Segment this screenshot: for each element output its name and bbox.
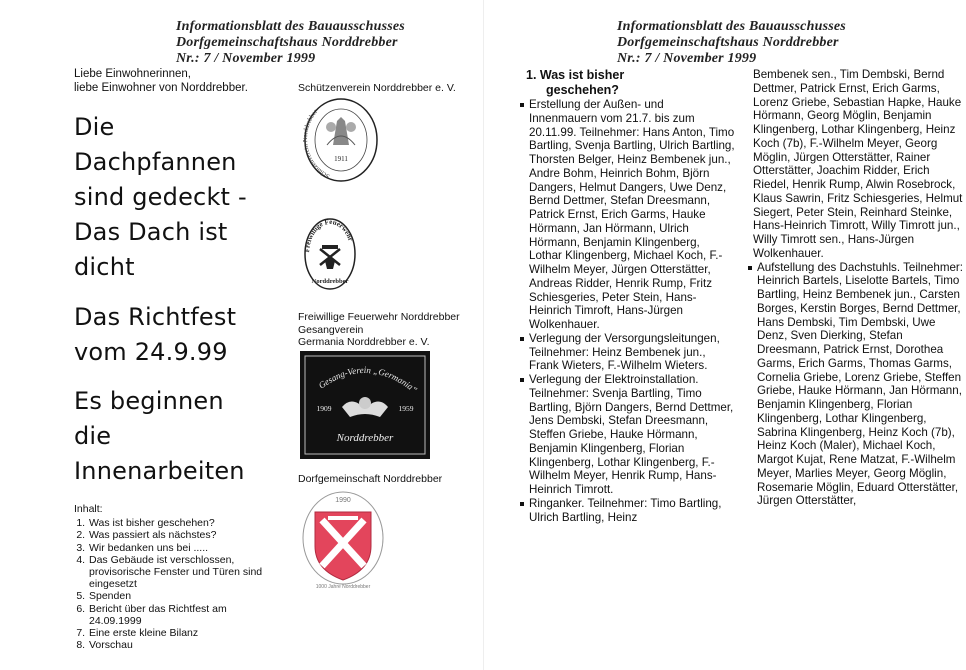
toc-item: 7. Eine erste kleine Bilanz bbox=[88, 627, 269, 639]
page-fold bbox=[483, 0, 484, 670]
headline-line: Innenarbeiten bbox=[74, 457, 245, 485]
headline-line: Das Richtfest bbox=[74, 303, 237, 331]
emblem-bottom-text: Norddrebber bbox=[311, 278, 349, 285]
headline-line: Das Dach ist bbox=[74, 218, 228, 246]
toc-item: 2. Was passiert als nächstes? bbox=[88, 529, 269, 541]
bullet-item: Verlegung der Elektroinstallation. Teilnehmer: Svenja Bartling, Timo Bartling, Björn Dangers, Bernd Dettmer, Jens Dembski, Stefan Dreesmann, Steffen Griebe, Hauke Hörmann, Benjamin Klingenberg, Florian Klingenberg, Lothar Klingenberg, F.-Wilhelm Meyer, Henrik Rump, Hans-Heinrich Timrott. bbox=[520, 373, 735, 497]
emblem-year-right: 1959 bbox=[398, 404, 414, 413]
text-column-left bbox=[520, 98, 735, 524]
dorfgemeinschaft-emblem bbox=[300, 490, 386, 590]
header-line: Informationsblatt des Bauausschusses bbox=[617, 19, 846, 34]
headline-line: sind gedeckt - bbox=[74, 183, 247, 211]
headline-line: Die bbox=[74, 113, 115, 141]
headline-line: Dachpfannen bbox=[74, 148, 237, 176]
text-column-right bbox=[748, 68, 963, 508]
bullet-item: Ringanker. Teilnehmer: Timo Bartling, Ulrich Bartling, Heinz bbox=[520, 497, 735, 525]
caption-feuerwehr-germania bbox=[298, 311, 460, 349]
toc-item: 4. Das Gebäude ist verschlossen, provisorische Fenster und Türen sind eingesetzt bbox=[88, 554, 269, 591]
headline-roof bbox=[74, 110, 247, 285]
germania-emblem bbox=[300, 351, 430, 459]
greeting-line: Liebe Einwohnerinnen, bbox=[74, 68, 192, 80]
headline-interior bbox=[74, 384, 245, 489]
bullet-item: Aufstellung des Dachstuhls. Teilnehmer: Heinrich Bartels, Liselotte Bartels, Timo Bartling, Heinz Bembenek jun., Carsten Borges, Kerstin Borges, Bernd Dettmer, Hans Dembski, Tim Dembski, Uwe Denz, Sven Dierking, Stefan Dreesmann, Patrick Ernst, Dorothea Garms, Erich Garms, Thomas Garms, Cornelia Griebe, Lorenz Griebe, Steffen Griebe, Hauke Hörmann, Jan Hörmann, Benjamin Klingenberg, Florian Klingenberg, Lothar Klingenberg, Sabrina Klingenberg, Heinz Koch (7b), Heinz Koch (Maler), Michael Koch, Margot Kujat, Rene Matzat, F.-Wilhelm Meyer, Marlies Meyer, Georg Möglin, Rosemarie Möglin, Eduard Otterstätter, Jürgen Otterstätter, bbox=[748, 261, 963, 509]
continued-text: Bembenek sen., Tim Dembski, Bernd Dettmer, Patrick Ernst, Erich Garms, Lorenz Griebe, Sebastian Hapke, Hauke Hörmann, Georg Möglin, Benjamin Klingenberg, Lothar Klingenberg, Heinz Koch (7b), F.-Wilhelm Meyer, Georg Möglin, Jürgen Otterstätter, Rainer Otterstätter, Joachim Ridder, Erich Riedel, Henrik Rump, Alwin Rosebrock, Klaus Sawrin, Fritz Schiesgeries, Helmut Siegert, Peter Stein, Reinhard Steinke, Hans-Heinrich Timrott, Willy Timrott jun., Willy Timrott sen., Hans-Jürgen Wolkenhauer. bbox=[753, 68, 963, 260]
greeting bbox=[74, 67, 248, 95]
bullet-item: Verlegung der Versorgungsleitungen, Teilnehmer: Heinz Bembenek jun., Frank Wieters, F.-Wilhelm Wieters. bbox=[520, 332, 735, 373]
section-title bbox=[526, 68, 624, 98]
newsletter-header-left bbox=[176, 19, 405, 67]
headline-line: dicht bbox=[74, 253, 135, 281]
toc-item: 3. Wir bedanken uns bei ..... bbox=[88, 542, 269, 554]
header-line: Nr.: 7 / November 1999 bbox=[176, 51, 316, 66]
caption-line: Gesangverein bbox=[298, 323, 364, 336]
emblem-ring-text: Freiwillige Feuerwehr bbox=[303, 217, 355, 253]
emblem-year: 1911 bbox=[334, 155, 348, 163]
newsletter-header-right bbox=[617, 19, 846, 67]
headline-line: die bbox=[74, 422, 112, 450]
header-line: Nr.: 7 / November 1999 bbox=[617, 51, 757, 66]
greeting-line: liebe Einwohner von Norddrebber. bbox=[74, 82, 248, 94]
headline-line: vom 24.9.99 bbox=[74, 338, 228, 366]
toc-item: 1. Was ist bisher geschehen? bbox=[88, 517, 269, 529]
header-line: Dorfgemeinschaftshaus Norddrebber bbox=[617, 35, 839, 50]
emblem-year: 1990 bbox=[335, 497, 351, 504]
header-line: Dorfgemeinschaftshaus Norddrebber bbox=[176, 35, 398, 50]
section-title-line: 1. Was ist bisher bbox=[526, 68, 625, 82]
svg-text:Schützenverein Norddrebber bbox=[303, 108, 331, 180]
caption-line: Germania Norddrebber e. V. bbox=[298, 336, 430, 348]
section-title-line: geschehen? bbox=[546, 83, 619, 97]
emblem-bottom-text: 1000 Jahre Norddrebber bbox=[315, 584, 371, 590]
feuerwehr-emblem bbox=[303, 217, 357, 291]
headline-richtfest bbox=[74, 300, 236, 370]
emblem-year-left: 1909 bbox=[316, 404, 332, 413]
toc-title: Inhalt: bbox=[74, 503, 103, 515]
toc-item: 8. Vorschau bbox=[88, 639, 269, 651]
toc-item: 6. Bericht über das Richtfest am 24.09.1999 bbox=[88, 603, 259, 627]
headline-line: Es beginnen bbox=[74, 387, 224, 415]
caption-line: Freiwillige Feuerwehr Norddrebber bbox=[298, 311, 460, 323]
header-line: Informationsblatt des Bauausschusses bbox=[176, 19, 405, 34]
table-of-contents bbox=[74, 503, 269, 651]
caption-dorfgemeinschaft: Dorfgemeinschaft Norddrebber bbox=[298, 473, 443, 485]
toc-item: 5. Spenden bbox=[88, 590, 269, 602]
toc-list bbox=[74, 517, 269, 651]
schuetzenverein-emblem bbox=[303, 97, 379, 183]
emblem-arc-text: Gesang-Verein „Germania“ bbox=[316, 364, 420, 395]
emblem-bottom-text: Norddrebber bbox=[336, 432, 394, 444]
emblem-ring-text: Schützenverein rddrebber bbox=[303, 108, 331, 180]
bullet-item: Erstellung der Außen- und Innenmauern vom 21.7. bis zum 20.11.99. Teilnehmer: Hans Anton, Timo Bartling, Svenja Bartling, Ulrich Bartling, Thorsten Belger, Heinz Bembenek jun., Andre Bohm, Heinrich Bohm, Björn Dangers, Helmut Dangers, Uwe Denz, Bernd Dettmer, Stefan Dreesmann, Patrick Ernst, Erich Garms, Hauke Hörmann, Jan Hörmann, Ulrich Hörmann, Benjamin Klingenberg, Lothar Klingenberg, Michael Koch, F.-Wilhelm Meyer, Jürgen Otterstätter, Andreas Ridder, Henrik Rump, Fritz Schiesgeries, Peter Stein, Hans-Heinrich Timroft, Hans-Jürgen Wolkenhauer. bbox=[520, 98, 735, 332]
caption-schuetzenverein: Schützenverein Norddrebber e. V. bbox=[298, 82, 456, 94]
